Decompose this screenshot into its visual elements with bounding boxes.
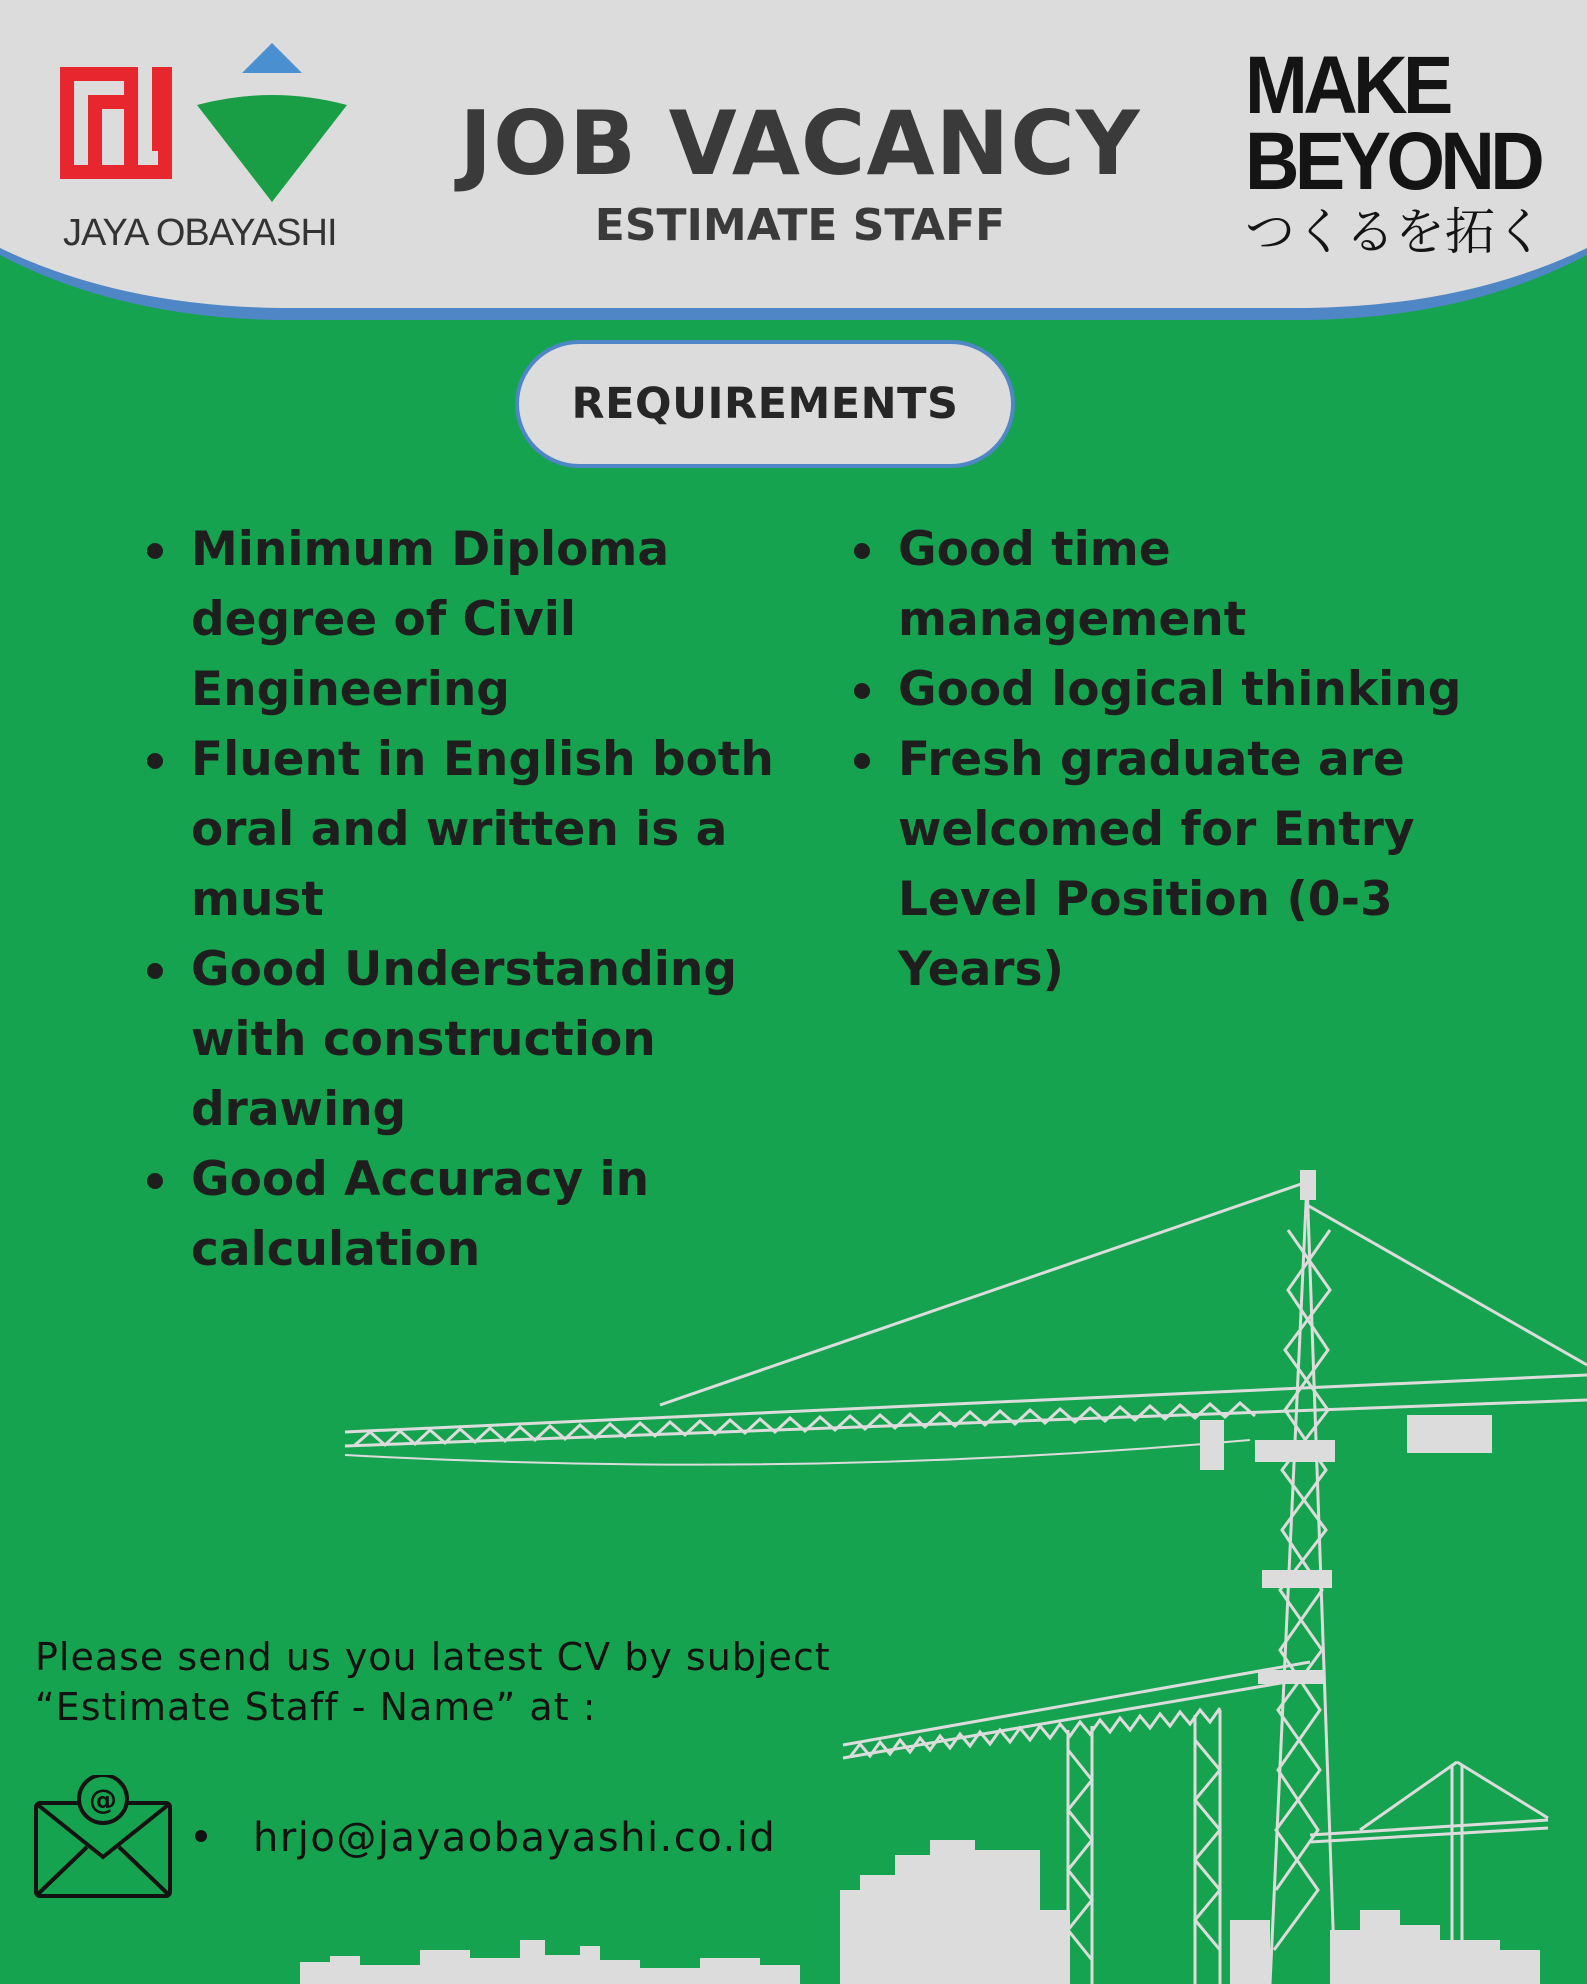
requirements-heading-pill (515, 340, 1015, 468)
company-logo-text: JAYA OBAYASHI (63, 212, 337, 254)
contact-line-1: Please send us you latest CV by subject (35, 1635, 831, 1679)
position-title: ESTIMATE STAFF (594, 200, 1006, 251)
brand-tagline (1245, 40, 1565, 261)
svg-text:@: @ (89, 1783, 117, 1816)
tagline-japanese: つくるを拓く (1245, 203, 1545, 261)
company-emblem-icon (55, 40, 365, 210)
contact-instructions (35, 1632, 935, 1732)
email-at-icon (32, 1775, 174, 1900)
list-item: Good logical thinking (852, 655, 1482, 725)
list-item: Fluent in English both oral and written is a must (145, 725, 785, 935)
requirements-heading: REQUIREMENTS (571, 379, 959, 429)
company-logo (55, 40, 365, 270)
list-item: Fresh graduate are welcomed for Entry Level Position (0-3 Years) (852, 725, 1482, 1005)
list-item: Minimum Diploma degree of Civil Engineering (145, 515, 785, 725)
tagline-line-1: MAKE (1245, 40, 1449, 131)
contact-email-link[interactable]: hrjo@jayaobayashi.co.id (253, 1815, 777, 1861)
bullet (195, 1830, 207, 1842)
page-title: JOB VACANCY (459, 92, 1141, 195)
list-item: Good time management (852, 515, 1482, 655)
tagline-line-2: BEYOND (1245, 116, 1541, 207)
list-item: Good Accuracy in calculation (145, 1145, 785, 1285)
requirements-list-right (852, 515, 1482, 1005)
list-item: Good Understanding with construction drawing (145, 935, 785, 1145)
contact-email-row (195, 1815, 776, 1861)
contact-line-2: “Estimate Staff - Name” at : (35, 1685, 597, 1729)
